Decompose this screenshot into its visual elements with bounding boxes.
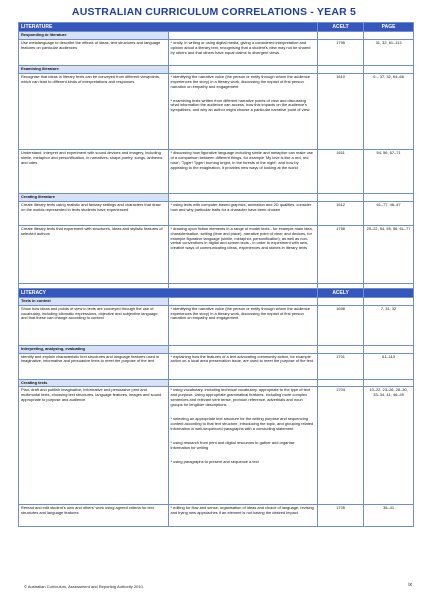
code: 1795 <box>318 39 364 65</box>
pages: 10–22, 23–26, 28–30, 33–34, 41, 46–49 <box>364 387 414 505</box>
table-row <box>19 305 414 345</box>
subheading-row <box>19 379 414 387</box>
subheading-row <box>19 193 414 201</box>
correlations-table <box>18 22 414 527</box>
outcome-text: Create literary texts that experiment with structures, ideas and stylistic features of selected authors <box>19 225 169 283</box>
subheading-row <box>19 297 414 305</box>
table-row <box>19 39 414 65</box>
outcome-text: Show how ideas and points of view in texts are conveyed through the use of vocabulary, including idiomatic expressions, objective and subjective language, and that these can change according to context <box>19 305 169 345</box>
pages: 35–41 <box>364 505 414 527</box>
page-title: AUSTRALIAN CURRICULUM CORRELATIONS - YEAR 5 <box>71 6 357 18</box>
elaboration-text: * discussing how figurative language including simile and metaphor can make use of a comparison between different things, for example 'My love is like a red, red rose'; 'Tyger! Tyger! burning bright, In the forests of the night'; and how by appealing to the imagination, it provides new ways of looking at the world <box>168 149 318 193</box>
code: 1705 <box>318 505 364 527</box>
pages: 61–113 <box>364 353 414 379</box>
table-row <box>19 149 414 193</box>
section-header-literacy <box>19 288 414 297</box>
section-header-literature <box>19 23 414 32</box>
subheading: Creating literature <box>19 193 169 201</box>
elaboration-text: * using texts with computer-based graphics, animation and 2D qualities, consider how and why particular traits for a character have been chosen <box>168 201 318 225</box>
code: 1698 <box>318 305 364 345</box>
elaboration-text: * editing for flow and sense, organisation of ideas and choice of language, revising and trying new approaches if an element is not having the desired impact <box>168 505 318 527</box>
elaboration-text: * using paragraphs to present and sequence a text <box>170 458 259 464</box>
pages: 6 – 37, 32, 64–66 <box>364 73 414 149</box>
code: 1798 <box>318 225 364 283</box>
subheading-row <box>19 345 414 353</box>
outcome-text: Plan, draft and publish imaginative, informative and persuasive print and multimodal texts, choosing text structures, language features, images and sound appropriate to purpose and audience <box>19 387 169 505</box>
page-header: PAGE <box>364 23 414 32</box>
page-number: ix <box>408 582 412 588</box>
subheading: Texts in context <box>19 297 169 305</box>
elaboration-text: * identifying the narrative voice (the person or entity through whom the audience experiences the story) in a literary work, discussing the impact of first person narration on empathy and engagement <box>170 73 310 89</box>
code: 1610 <box>318 73 364 149</box>
elaboration-text: * identifying the narrative voice (the person or entity through whom the audience experiences the story) in a literary work, discussing the impact of first person narration on empathy and engagement <box>168 305 318 345</box>
pages: 31, 32, 61–113 <box>364 39 414 65</box>
pages: 7, 31, 32 <box>364 305 414 345</box>
elaboration-text: * drawing upon fiction elements in a range of model texts - for example main idea, characterisation, setting (time and place), narrative point of view; and devices, for example figurative language (simile, metaphor, personification), as well as non-verbal conventions in digital and screen texts - in order to experiment with new, creative ways of communicating ideas, experiences and stories in literary texts <box>168 225 318 283</box>
pages: 61–77, 46–47 <box>364 201 414 225</box>
literacy-header: LITERACY <box>19 288 318 297</box>
pages: 54, 56, 67–71 <box>364 149 414 193</box>
table-row <box>19 73 414 149</box>
elaboration-text: * examining texts written from different narrative points of view and discussing what information the audience can access, how this impacts on the audience's sympathies, and why an author might choose a particular narrative point of view <box>170 97 310 113</box>
code: 1701 <box>318 353 364 379</box>
pages: 20–22, 54, 55, 56, 61–77 <box>364 225 414 283</box>
elaboration-text: * orally, in writing or using digital media, giving a considered interpretation and opinion about a literary text, recognising that a student's view may not be shared by others and that others have equal claims to divergent views <box>168 39 318 65</box>
elaboration-text: * using vocabulary, including technical vocabulary, appropriate to the type of text and purpose. Using appropriate grammatical features, including more complex sentences and relevant verb tense, pronoun reference, adverbials and noun groups for lengthier descriptions <box>170 387 310 408</box>
elaboration-text: * explaining how the features of a text advocating community action, for example action on a local area preservation issue, are used to meet the purpose of the text. <box>168 353 318 379</box>
code: 1704 <box>318 387 364 505</box>
elaboration-text: * selecting an appropriate text structure for the writing purpose and sequencing content according to that text structure, introducing the topic, and grouping related information in well-sequenced paragraphs with a concluding statement <box>170 416 314 431</box>
subheading: Responding to literature <box>19 32 169 40</box>
outcome-text: Use metalanguage to describe the effects of ideas, text structures and language features on particular audiences <box>19 39 169 65</box>
table-row <box>19 225 414 283</box>
literature-header: LITERATURE <box>19 23 318 32</box>
copyright-footer: © Australian Curriculum, Assessment and Reporting Authority 2010. <box>24 584 144 589</box>
code: 1612 <box>318 201 364 225</box>
subheading: Examining literature <box>19 65 169 73</box>
table-row <box>19 387 414 505</box>
elaboration-text: * using research from print and digital resources to gather and organise information for writing <box>170 439 295 450</box>
outcome-text: Create literary texts using realistic and fantasy settings and characters that draw on the worlds represented in texts students have experienced <box>19 201 169 225</box>
code: 1611 <box>318 149 364 193</box>
table-row <box>19 201 414 225</box>
table-row <box>19 505 414 527</box>
subheading: Creating texts <box>19 379 169 387</box>
table-row <box>19 353 414 379</box>
outcome-text: Reread and edit student's own and others' work using agreed criteria for text structures and language features <box>19 505 169 527</box>
subheading: Interpreting, analysing, evaluating <box>19 345 169 353</box>
acely-header: ACELY <box>318 288 364 297</box>
subheading-row <box>19 65 414 73</box>
acelt-header: ACELT <box>318 23 364 32</box>
outcome-text: Understand, interpret and experiment with sound devices and imagery, including simile, metaphor and personification, in narratives, shape poetry, songs, anthems and odes <box>19 149 169 193</box>
outcome-text: Identify and explain characteristic text structures and language features used in imaginative, informative and persuasive texts to meet the purpose of the text <box>19 353 169 379</box>
outcome-text: Recognise that ideas in literary texts can be conveyed from different viewpoints, which can lead to different kinds of interpretations and responses <box>19 73 169 149</box>
subheading-row <box>19 32 414 40</box>
